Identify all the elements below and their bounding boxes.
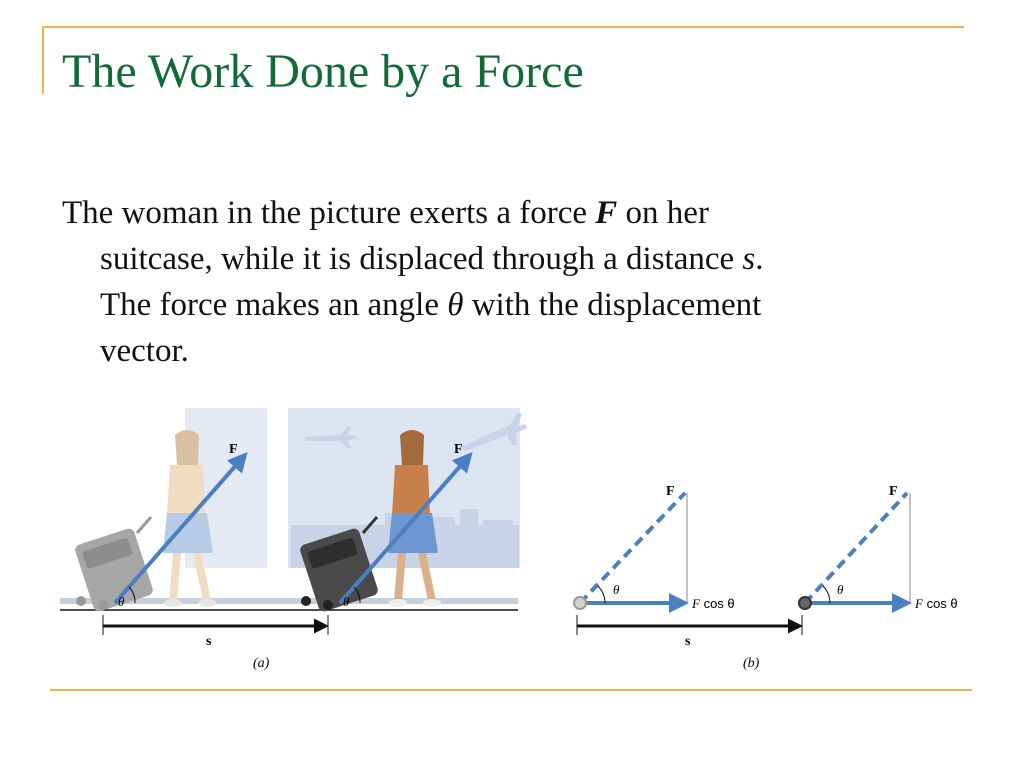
- body-line-4: vector.: [100, 333, 189, 369]
- theta-label-b1: θ: [613, 582, 620, 597]
- caption-b: (b): [743, 656, 760, 671]
- top-border-line: [42, 26, 964, 28]
- force-symbol: F: [595, 195, 618, 231]
- displacement-label-b: s: [685, 634, 691, 649]
- theta-symbol: θ: [447, 287, 464, 323]
- theta-label-b2: θ: [837, 582, 844, 597]
- distance-symbol: s: [742, 241, 756, 277]
- force-dashed-b2: [805, 493, 907, 603]
- figure-illustration: [55, 405, 985, 675]
- component-label-b2: F cos θ: [915, 596, 958, 611]
- bottom-border-line: [50, 689, 972, 691]
- force-label-a1: F: [229, 442, 238, 457]
- body-text-segment: suitcase, while it is displaced through a distance: [100, 241, 743, 277]
- slide-title: The Work Done by a Force: [62, 45, 584, 98]
- force-label-a2: F: [454, 442, 463, 457]
- work-force-figure: [55, 405, 985, 675]
- object-dot-b2: [799, 597, 811, 609]
- body-line-1: [62, 190, 942, 236]
- body-text-segment: with the displacement: [463, 287, 762, 323]
- caption-a: (a): [253, 656, 270, 671]
- component-label-b1: F cos θ: [692, 596, 735, 611]
- theta-label-a1: θ: [118, 594, 125, 609]
- object-dot-b1: [574, 597, 586, 609]
- slide-body-text: [62, 190, 942, 374]
- body-line-3: [62, 282, 942, 328]
- body-line-2: [62, 236, 942, 282]
- body-text-segment: The force makes an angle: [100, 287, 448, 323]
- body-text-segment: .: [755, 241, 764, 277]
- force-label-b1: F: [666, 484, 675, 499]
- displacement-label-a: s: [206, 634, 212, 649]
- angle-arc-b1: [598, 586, 605, 603]
- theta-label-a2: θ: [343, 594, 350, 609]
- force-label-b2: F: [889, 484, 898, 499]
- angle-arc-b2: [823, 586, 830, 603]
- body-text-segment: The woman in the picture exerts a force: [62, 195, 596, 231]
- left-border-line: [42, 26, 44, 94]
- body-text-segment: on her: [617, 195, 709, 231]
- force-dashed-b1: [580, 493, 685, 603]
